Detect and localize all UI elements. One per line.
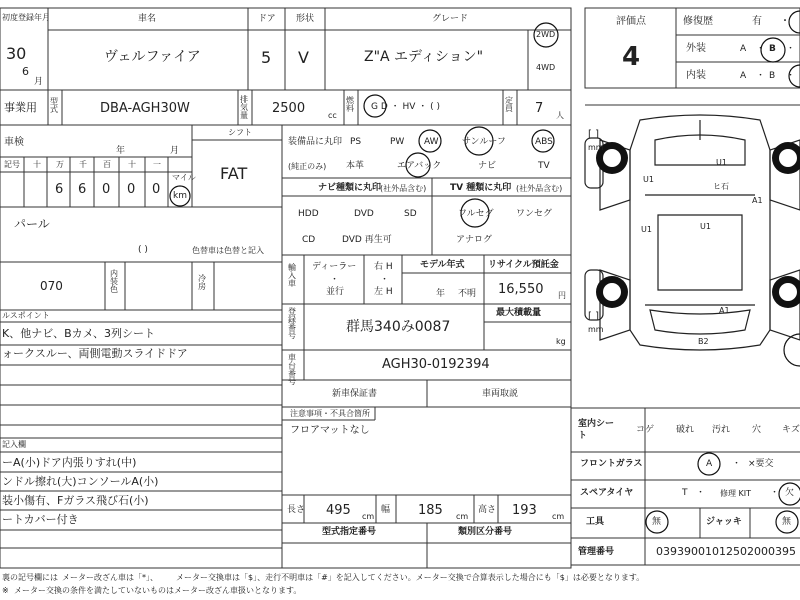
jack-label: ジャッキ [706, 517, 742, 527]
car-name: ヴェルファイア [104, 49, 201, 65]
color-name: パール [14, 217, 50, 231]
class-number-label: 類別区分番号 [458, 527, 513, 537]
height-unit: cm [552, 512, 565, 521]
width-label: 幅 [381, 505, 391, 515]
drive-4wd: 4WD [536, 63, 556, 72]
chassis-value: AGH30-0192394 [382, 357, 490, 372]
first-reg-month: 6 [22, 65, 29, 78]
model-value: DBA-AGH30W [100, 101, 190, 116]
equip-tv: TV [538, 161, 550, 171]
mark-u1-b: U1 [643, 175, 654, 184]
spare-label: スペアタイヤ [580, 488, 634, 498]
recycle-label: リサイクル預託金 [488, 260, 559, 270]
score-label: 評価点 [616, 16, 646, 27]
sales-point-line-1: K、他ナビ、Bカメ、3列シート [2, 327, 155, 340]
inspector-line-1: ーA(小)ドア内張りすれ(中) [2, 456, 137, 469]
seat-scratch: キズ [782, 425, 800, 435]
capacity-unit: 人 [556, 111, 564, 120]
odo-digit-5: 0 [152, 182, 161, 197]
equip-ps: PS [350, 137, 362, 147]
digit-label-1: 十 [33, 160, 41, 169]
color-code: 070 [40, 279, 63, 293]
odo-digit-3: 0 [102, 182, 111, 197]
navi-hdd: HDD [298, 209, 319, 219]
windshield-replace: ×要交 [748, 459, 774, 469]
mark-chip: ヒ石 [713, 182, 729, 191]
registration-label: 登録番号 [288, 307, 296, 340]
footer-line-1: メーター交換車は「$」、走行不明車は「#」を記入してください。メーター交換で合算表示した場合にも「$」は必要となります。 [176, 573, 645, 582]
interior-color-label: 内装色 [110, 269, 118, 294]
odo-digit-2: 6 [78, 182, 87, 197]
capacity-value: 7 [535, 101, 544, 116]
length-label: 長さ [287, 505, 306, 515]
footer-prefix-2: ※ [2, 586, 9, 595]
equip-navi: ナビ [478, 161, 497, 171]
exterior-opt-a: A [740, 44, 747, 54]
recycle-amount: 16,550 [498, 282, 544, 297]
mark-u1-c: U1 [700, 222, 711, 231]
height-label: 高さ [478, 505, 497, 515]
inspector-line-3: 装小傷有、Fガラス飛び石(小) [2, 494, 149, 507]
tv-fullseg: フルセグ [458, 209, 494, 219]
footer-line-2: メーター交換の条件を満たしていないものはメーター改ざん車扱いとなります。 [14, 586, 302, 595]
diagram-bracket-bottom: [ ] [588, 311, 599, 322]
right-hand: 右 H [374, 262, 393, 272]
tools-value: 無 [652, 517, 662, 527]
equipment-sub: (純正のみ) [288, 162, 327, 171]
sales-point-label: ルスポイント [2, 311, 50, 320]
manual-doc: 車両取説 [482, 389, 519, 399]
model-year-label: モデル年式 [420, 260, 465, 270]
exterior-opt-dot: ・ [756, 44, 766, 54]
shape-value: V [298, 48, 309, 67]
mile-unit: マイル [172, 173, 196, 182]
navi-sd: SD [404, 209, 417, 219]
registration-value: 群馬340み0087 [346, 319, 451, 335]
usage: 事業用 [4, 101, 37, 114]
doors-label: ドア [258, 14, 276, 24]
displacement-label: 排気量 [240, 95, 248, 120]
windshield-value: A [706, 459, 713, 469]
interior-opt-b: B [769, 71, 776, 81]
displacement-value: 2500 [272, 101, 306, 116]
navi-note: (社外品含む) [380, 184, 427, 193]
width-value: 185 [418, 503, 443, 518]
tv-note: (社外品含む) [516, 184, 563, 193]
navi-cd: CD [302, 235, 316, 245]
height-value: 193 [512, 503, 537, 518]
grade-value: Z"A エディション" [364, 49, 484, 65]
digit-label-5: 十 [128, 160, 136, 169]
odo-digit-4: 0 [127, 182, 136, 197]
max-load-unit: kg [556, 337, 566, 346]
equip-pw: PW [390, 137, 405, 147]
equip-abs: ABS [535, 137, 553, 147]
fuel-label: 燃料 [346, 96, 354, 113]
spare-kit-dot: ・ [770, 488, 780, 498]
width-unit: cm [456, 512, 469, 521]
import-dot: ・ [330, 275, 340, 285]
seat-tear: 破れ [676, 425, 695, 435]
max-load-label: 最大積載量 [496, 308, 542, 318]
seat-stain: 汚れ [712, 425, 731, 435]
chassis-label: 車台番号 [288, 353, 296, 386]
interior-opt-a: A [740, 71, 747, 81]
odo-label: 記号 [4, 160, 20, 169]
ac-label: 冷房 [198, 274, 206, 291]
drive-2wd: 2WD [536, 30, 556, 39]
recycle-unit: 円 [558, 291, 566, 300]
inspection-label: 車検 [4, 137, 24, 148]
repair-label: 修復歴 [683, 16, 713, 27]
inspection-year-unit: 年 [116, 146, 126, 156]
color-paren: ( ) [138, 245, 148, 255]
spare-dot: ・ [696, 488, 706, 498]
mark-u1-d: U1 [641, 225, 652, 234]
jack-value: 無 [782, 517, 792, 527]
fuel-options: G D ・ HV ・ ( ) [371, 102, 441, 112]
hand-dot: ・ [380, 275, 390, 285]
inspector-line-4: ートカバー付き [2, 513, 79, 526]
car-name-label: 車名 [138, 14, 157, 24]
shape-label: 形状 [296, 14, 315, 24]
notes-text: フロアマットなし [290, 425, 370, 436]
equipment-label: 装備品に丸印 [288, 137, 343, 147]
windshield-dot: ・ [732, 459, 742, 469]
diagram-mm-bottom: mm [588, 325, 604, 334]
windshield-label: フロントガラス [580, 459, 643, 469]
first-reg-label: 初度登録年月 [2, 13, 50, 22]
interior-label: 内装 [686, 70, 706, 81]
diagram-bracket-top: [ ] [588, 129, 599, 140]
digit-label-3: 千 [79, 160, 87, 169]
import-dealer: ディーラー [312, 262, 357, 272]
exterior-opt-b: B [769, 44, 776, 54]
digit-label-2: 万 [56, 160, 64, 169]
cc-unit: cc [328, 111, 337, 120]
repair-value: 有 [752, 16, 762, 27]
shift-label: シフト [228, 128, 252, 137]
spare-none: 欠 [785, 488, 795, 498]
score-value: 4 [622, 42, 641, 72]
mark-a1-b: A1 [719, 306, 730, 315]
doors-value: 5 [261, 48, 272, 67]
tools-label: 工具 [586, 517, 605, 527]
length-unit: cm [362, 512, 375, 521]
length-value: 495 [326, 503, 351, 518]
diagram-mm-top: mm [588, 143, 604, 152]
digit-label-4: 百 [103, 160, 111, 169]
seat-hole: 穴 [752, 425, 762, 435]
odo-digit-1: 6 [55, 182, 64, 197]
import-parallel: 並行 [326, 287, 345, 297]
inspector-line-2: ンドル擦れ(大)コンソールA(小) [2, 475, 159, 488]
interior-seat-label: 室内シート [578, 419, 615, 441]
management-value: 03939001012502000395 [656, 545, 796, 558]
model-year-unknown: 不明 [458, 289, 477, 299]
interior-opt-dot: ・ [756, 71, 766, 81]
model-label: 型式 [50, 97, 58, 114]
equip-sunroof: サンルーフ [462, 137, 506, 147]
tv-analog: アナログ [456, 235, 493, 245]
seat-burn: コゲ [636, 425, 655, 435]
spare-kit: 修理 KIT [720, 489, 752, 498]
first-reg-year: 30 [6, 44, 27, 63]
repair-sep: ・ [780, 16, 790, 27]
management-label: 管理番号 [578, 547, 615, 557]
inspector-label: 記入欄 [2, 440, 26, 449]
warranty-doc: 新車保証書 [332, 389, 378, 399]
mark-a1-a: A1 [752, 196, 763, 205]
grade-label: グレード [432, 14, 469, 24]
tv-oneseg: ワンセグ [516, 209, 553, 219]
navi-label: ナビ種類に丸印 [318, 183, 382, 193]
left-hand: 左 H [374, 287, 393, 297]
mark-u1-a: U1 [716, 158, 727, 167]
equip-leather: 本革 [346, 161, 365, 171]
footer-prefix-1: 裏の記号欄には [2, 573, 58, 582]
month-unit: 月 [34, 77, 44, 87]
equip-airbag: エアバック [397, 161, 442, 171]
interior-opt-dot2: ・ [786, 71, 796, 81]
equip-aw: AW [424, 137, 439, 147]
spare-t: T [682, 488, 688, 498]
mark-b2: B2 [698, 337, 709, 346]
notes-label: 注意事項・不具合箇所 [290, 409, 370, 418]
inspection-month-unit: 月 [170, 146, 180, 156]
exterior-opt-dot2: ・ [786, 44, 796, 54]
type-designation-label: 型式指定番号 [322, 527, 377, 537]
navi-dvd-play: DVD 再生可 [342, 235, 392, 245]
color-note: 色替車は色替と記入 [192, 246, 264, 255]
capacity-label: 定員 [505, 96, 513, 113]
shift-value: FAT [220, 164, 248, 183]
exterior-label: 外装 [686, 43, 706, 54]
km-unit: km [173, 191, 187, 201]
tv-label: TV 種類に丸印 [450, 183, 512, 193]
import-label: 輸入車 [288, 263, 296, 288]
navi-dvd: DVD [354, 209, 374, 219]
sales-point-line-2: ォークスルー、両側電動スライドドア [2, 347, 188, 360]
digit-label-6: 一 [153, 160, 161, 169]
footer-line-1b: メーター改ざん車は「*」、 [62, 573, 158, 582]
model-year-unit: 年 [436, 289, 446, 299]
